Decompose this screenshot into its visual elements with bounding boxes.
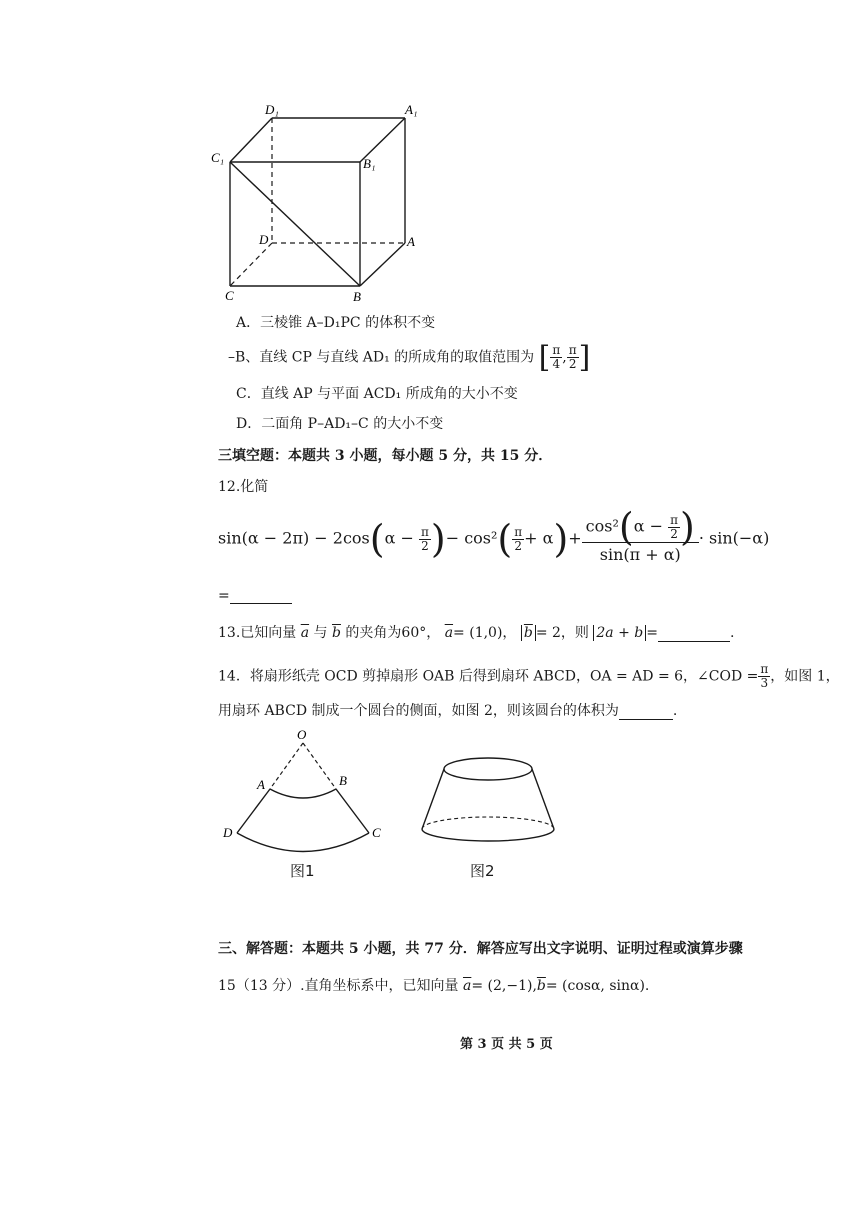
label-A1: A₁ [405, 102, 418, 117]
label-O: O [297, 727, 307, 742]
label-B1: B₁ [363, 156, 376, 171]
figure-1-caption: 图1 [290, 862, 315, 880]
page-footer: 第 3 页 共 5 页 [460, 1037, 553, 1052]
label-D: D [259, 232, 269, 247]
right-side [532, 769, 554, 829]
edge-C1D1 [230, 118, 272, 162]
label-C: C [372, 825, 381, 840]
q12-tail: · sin(−α) [698, 528, 770, 548]
q14-frac-pi-3: $\frac{\pi}{3}$ [760, 662, 769, 690]
dashed-OA [270, 743, 303, 789]
bracket-right: ] [578, 340, 591, 375]
option-D: D．二面角 P–AD₁–C 的大小不变 [236, 416, 444, 432]
left-side [422, 769, 444, 829]
norm-2a-plus-b: 2a + b [593, 625, 646, 641]
dashed-OB [303, 743, 336, 789]
option-A: A．三棱锥 A–D₁PC 的体积不变 [236, 315, 436, 331]
label-B: B [339, 773, 347, 788]
q12-answer: = [218, 588, 292, 604]
label-C: C [225, 288, 234, 303]
top-ellipse [444, 758, 532, 780]
option-C: C．直线 AP 与平面 ACD₁ 所成角的大小不变 [236, 386, 518, 402]
q13-answer-blank[interactable] [658, 627, 730, 642]
q12-frac-pi-2-b: $\frac{\pi}{2}$ [514, 524, 523, 553]
q12-term3: − cos² [445, 528, 498, 548]
label-A: A [407, 234, 415, 249]
q12-term1: sin(α − 2π) − 2cos [218, 528, 370, 548]
section4-header: 三、解答题：本题共 5 小题，共 77 分．解答应写出文字说明、证明过程或演算步骤 [218, 941, 743, 957]
q12-title: 12.化简 [218, 479, 269, 495]
diagonal-C1B [230, 162, 360, 286]
q15: 15（13 分）.直角坐标系中，已知向量 $\overline{a}= (2,-1),\overline{b}= (\cos\alpha$, sinα). [218, 978, 650, 994]
fraction-pi-2: $\frac{\pi}{2}$ [568, 343, 577, 371]
figure-2-caption: 图2 [470, 862, 495, 880]
vector-a: $\overline{a}$ [300, 625, 310, 641]
q12-term3-after: + α [524, 528, 554, 548]
arc-AB [270, 789, 336, 798]
q12-expression: sin(α − 2π) − 2cos(α − $\frac{\pi}{2}$ )− cos²( $\frac{\pi}{2}$ + α)+ cos²(α − $\frac{\pi}{2}$ ) sin(π + α) · sin(−α) [218, 505, 770, 564]
option-B [228, 340, 590, 375]
q12-frac-pi-2-a: $\frac{\pi}{2}$ [420, 524, 429, 553]
bottom-front-arc [422, 829, 554, 841]
q12-answer-blank[interactable] [230, 589, 292, 604]
label-A: A [257, 777, 265, 792]
fraction-pi-4: $\frac{\pi}{4}$ [552, 343, 561, 371]
q14-line1: 14．将扇形纸壳 OCD 剪掉扇形 OAB 后得到扇环 ABCD，OA = AD = 6，∠COD = $\frac{\pi}{3}$ ，如图 1， [218, 662, 840, 690]
comma: , [562, 349, 567, 366]
norm-b: $\overline{b}$ [521, 625, 536, 641]
figure-1-sector-ring [215, 725, 395, 855]
label-C1: C₁ [211, 150, 225, 165]
section3-header: 三填空题：本题共 3 小题，每小题 5 分，共 15 分． [218, 448, 553, 464]
option-B-text: –B、直线 CP 与直线 AD₁ 的所成角的取值范围为 [228, 349, 535, 366]
edge-BA [360, 243, 405, 286]
cube-figure [205, 100, 435, 305]
arc-DC [237, 833, 369, 852]
hidden-edge-DC [230, 243, 272, 286]
bracket-left: [ [538, 340, 551, 375]
label-B: B [353, 289, 361, 304]
q12-term2-inner: α − [384, 528, 414, 548]
label-D: D [223, 825, 233, 840]
q14-line2: 用扇环 ABCD 制成一个圆台的侧面，如图 2，则该圆台的体积为 . [218, 703, 678, 719]
bottom-back-arc [422, 817, 554, 829]
q14-answer-blank[interactable] [619, 705, 673, 720]
edge-BC [336, 789, 369, 833]
label-D1: D₁ [265, 102, 279, 117]
q13: 13.已知向量 $\overline{a}$ 与 $\overline{b}$ 的夹角为60°， $\overline{a}= (1,0)$， $\overline{b} = 2$，则 2a + b = . [218, 625, 735, 641]
edge-AD [237, 789, 270, 833]
q12-big-fraction: cos²(α − $\frac{\pi}{2}$ ) sin(π + α) [582, 512, 699, 566]
vector-b: $\overline{b}$ [331, 625, 341, 641]
figure-2-frustum [418, 755, 558, 850]
